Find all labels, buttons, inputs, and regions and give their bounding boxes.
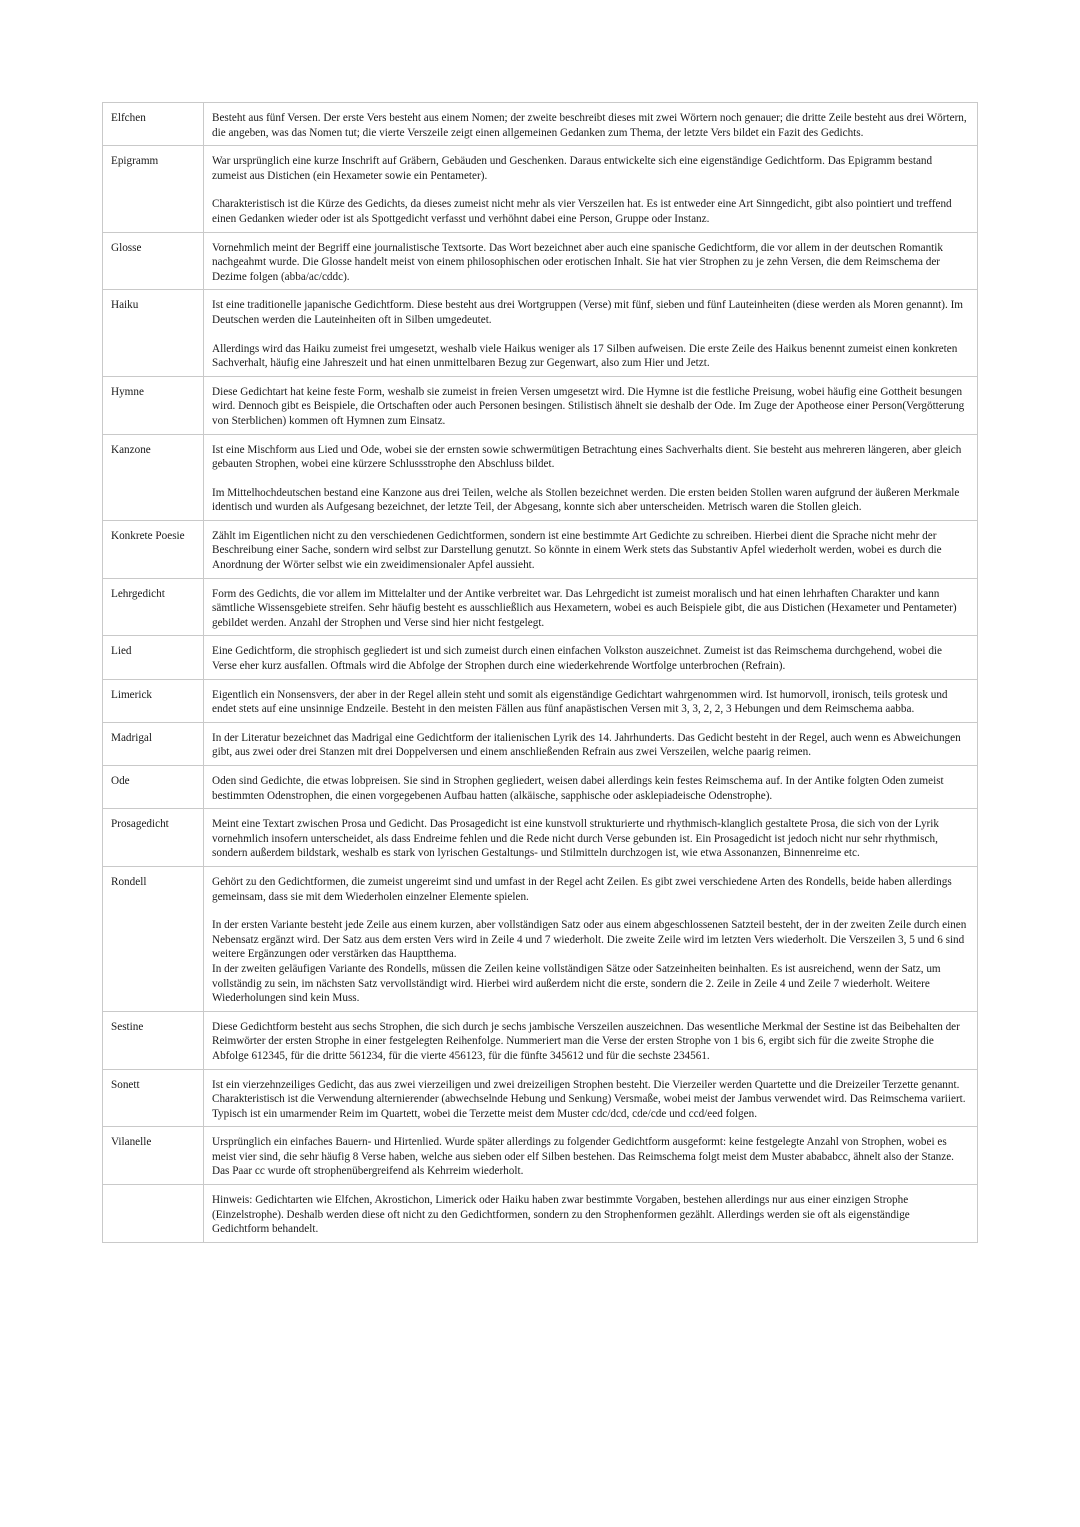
term-cell: Sestine [103, 1011, 204, 1069]
definition-paragraph: Ist eine Mischform aus Lied und Ode, wobei sie der ernsten sowie schwermütigen Betrachtung eines Sachverhalts dient. Sie besteht aus mehreren längeren, aber gleich gebauten Strophen, wobei eine kürzere Schlussstrophe den Abschluss bildet. [212, 443, 962, 471]
definition-cell [204, 232, 978, 290]
definition-paragraph: Eigentlich ein Nonsensvers, der aber in der Regel allein steht und somit als eigenständige Gedichtart wahrgenommen wird. Ist humorvoll, ironisch, teils grotesk und endet stets auf eine unsinnige Endzeile. Besteht in den meisten Fällen aus fünf anapästischen Versen mit 3, 3, 2, 2, 3 Hebungen und dem Reimschema aabba. [212, 688, 948, 716]
term-cell: Lied [103, 636, 204, 679]
definition-cell [204, 809, 978, 867]
table-row [103, 290, 978, 376]
term-cell: Limerick [103, 679, 204, 722]
definition-paragraph: Vornehmlich meint der Begriff eine journalistische Textsorte. Das Wort bezeichnet aber auch eine spanische Gedichtform, die vor allem in der deutschen Romantik nachgeahmt wurde. Die Glosse handelt meist von einem philosophischen oder erotischen Inhalt. Sie hat vier Strophen zu je zehn Versen, die dem Reimschema der Dezime folgen (abba/ac/cddc). [212, 241, 943, 283]
definition-paragraph: Besteht aus fünf Versen. Der erste Vers besteht aus einem Nomen; der zweite beschreibt dieses mit zwei Wörtern noch genauer; die dritte Zeile besteht aus drei Wörtern, die angeben, was das Nomen tut; die vierte Verszeile zeigt einen allgemeinen Gedanken zum Thema, der letzte Vers bildet ein Fazit des Gedichts. [212, 112, 967, 139]
definition-cell [204, 578, 978, 636]
table-row [103, 376, 978, 434]
term-cell: Lehrgedicht [103, 578, 204, 636]
term-cell: Kanzone [103, 434, 204, 520]
term-cell: Rondell [103, 866, 204, 1011]
table-row [103, 1185, 978, 1243]
table-row [103, 232, 978, 290]
definition-paragraph: Gehört zu den Gedichtformen, die zumeist ungereimt sind und umfast in der Regel acht Zeilen. Es gibt zwei verschiedene Arten des Rondells, beide haben allerdings gemeinsam, dass sie mit dem Wiederholen einzelner Elemente spielen. [212, 875, 952, 903]
definition-paragraph: Diese Gedichtart hat keine feste Form, weshalb sie zumeist in freien Versen umgesetzt wird. Die Hymne ist die festliche Preisung, wobei häufig eine Gottheit besungen wird. Dennoch gibt es Beispiele, die Ortschaften oder auch Personen besingen. Stilistisch ähnelt sie deshalb der Ode. Im Zuge der Apotheose einer Person(Vergötterung von Sterblichen) kommen oft Hymnen zum Einsatz. [212, 385, 965, 427]
glossary-page [102, 102, 978, 1243]
table-row [103, 809, 978, 867]
definition-paragraph: In der Literatur bezeichnet das Madrigal eine Gedichtform der italienischen Lyrik des 14. Jahrhunderts. Das Gedicht besteht in der Regel, auch wenn es Abweichungen gibt, aus zwei oder drei Stanzen mit drei Doppelversen und einem anschließenden Refrain aus zwei Verszeilen, welche paarig reimen. [212, 731, 961, 759]
table-row [103, 434, 978, 520]
term-cell: Prosagedicht [103, 809, 204, 867]
term-cell: Glosse [103, 232, 204, 290]
definition-paragraph: Im Mittelhochdeutschen bestand eine Kanzone aus drei Teilen, welche als Stollen bezeichnet werden. Die ersten beiden Stollen waren aufgrund der äußeren Merkmale identisch und wurden als Aufgesang bezeichnet, der letzte Teil, der Abgesang, konnte sich aber unterscheiden. Metrisch waren die Stollen gleich. [212, 486, 960, 514]
definition-paragraph: Eine Gedichtform, die strophisch gegliedert ist und sich zumeist durch einen einfachen Volkston auszeichnet. Zumeist ist das Reimschema durchgehend, wobei die Verse eher kurz ausfallen. Oftmals wird die Abfolge der Strophen durch eine wiederkehrende Wortfolge unterbrochen (Refrain). [212, 645, 942, 673]
term-cell: Hymne [103, 376, 204, 434]
definition-cell [204, 1127, 978, 1185]
definition-cell [204, 679, 978, 722]
definition-paragraph: War ursprünglich eine kurze Inschrift auf Gräbern, Gebäuden und Geschenken. Daraus entwickelte sich eine eigenständige Gedichtform. Das Epigramm bestand zumeist aus Distichen (ein Hexameter sowie ein Pentameter). [212, 155, 933, 182]
definition-cell [204, 866, 978, 1011]
definition-paragraph: Zählt im Eigentlichen nicht zu den verschiedenen Gedichtformen, sondern ist eine bestimmte Art Gedichte zu schreiben. Hierbei dient die Sprache nicht mehr der Beschreibung einer Sache, sondern wird selbst zur Darstellung genutzt. So könnte in einem Werk stets das Substantiv Apfel wiederholt werden, wobei es durch die Anordnung der Wörter selbst wie ein zweidimensionaler Apfel aussieht. [212, 529, 942, 572]
term-cell: Vilanelle [103, 1127, 204, 1185]
definition-cell [204, 766, 978, 809]
definition-paragraph: Ist eine traditionelle japanische Gedichtform. Diese besteht aus drei Wortgruppen (Verse) mit fünf, sieben und fünf Lauteinheiten (diese werden als Moren genannt). Im Deutschen werden die Lauteinheiten oft in Silben umgedeutet. [212, 299, 964, 326]
table-row [103, 1069, 978, 1127]
definition-paragraph: Allerdings wird das Haiku zumeist frei umgesetzt, weshalb viele Haikus weniger als 17 Silben aufweisen. Die erste Zeile des Haikus benennt zumeist einen konkreten Sachverhalt, häufig eine Jahreszeit und hat einen unmittelbaren Bezug zur Gegenwart, also zum Hier und Jetzt. [212, 342, 958, 370]
definition-paragraph: Meint eine Textart zwischen Prosa und Gedicht. Das Prosagedicht ist eine kunstvoll strukturierte und rhythmisch-klanglich gestaltete Prosa, die sich von der Lyrik vornehmlich insofern unterscheidet, als dass Endreime fehlen und die Rede nicht durch Verse gebunden ist. Ein Prosagedicht ist jedoch nicht nur sehr rhythmisch, sondern außerdem bildstark, weshalb es stark von lyrischen Gestaltungs- und Stilmitteln durchzogen ist, wie etwa Assonanzen, Binnenreime etc. [212, 818, 939, 860]
definition-cell [204, 376, 978, 434]
table-row [103, 679, 978, 722]
term-cell: Epigramm [103, 146, 204, 232]
term-cell: Elfchen [103, 103, 204, 146]
table-row [103, 146, 978, 232]
term-cell: Konkrete Poesie [103, 520, 204, 578]
definition-cell [204, 434, 978, 520]
definition-cell [204, 290, 978, 376]
definition-cell [204, 146, 978, 232]
table-row [103, 866, 978, 1011]
table-row [103, 520, 978, 578]
definition-cell [204, 1069, 978, 1127]
definition-cell [204, 636, 978, 679]
table-row [103, 578, 978, 636]
definition-cell [204, 1011, 978, 1069]
term-cell: Haiku [103, 290, 204, 376]
definition-cell [204, 520, 978, 578]
table-row [103, 1127, 978, 1185]
definition-paragraph: Oden sind Gedichte, die etwas lobpreisen. Sie sind in Strophen gegliedert, weisen dabei allerdings kein festes Reimschema auf. In der Antike folgten Oden zumeist bestimmten Odenstrophen, die einen vorgegebenen Aufbau hatten (alkäische, sapphische oder asklepiadeische Odenstrophe). [212, 775, 944, 802]
note-cell [204, 1185, 978, 1243]
definition-paragraph: Form des Gedichts, die vor allem im Mittelalter und der Antike verbreitet war. Das Lehrgedicht ist zumeist moralisch und hat einen lehrhaften Charakter und kann sämtliche Wissensgebiete streifen. Sehr häufig besteht es ausschließlich aus Hexametern, wobei es auch Beispiele gibt, die aus Distichen (Hexameter und Pentameter) gebildet werden. Anzahl der Strophen und Verse sind hier nicht festgelegt. [212, 587, 957, 629]
definition-paragraph: Ist ein vierzehnzeiliges Gedicht, das aus zwei vierzeiligen und zwei dreizeiligen Strophen besteht. Die Vierzeiler werden Quartette und die Dreizeiler Terzette genannt. Charakteristisch ist die Verwendung alternierender (abwechselnde Hebung und Senkung) Versmaße, wobei meist der Jambus verwendet wird. Das Reimschema variiert. Typisch ist ein umarmender Reim im Quartett, wobei die Terzette meist dem Muster cdc/dcd, cde/cde und ccd/eed folgen. [212, 1078, 966, 1120]
note-paragraph: Hinweis: Gedichtarten wie Elfchen, Akrostichon, Limerick oder Haiku haben zwar bestimmte Vorgaben, bestehen allerdings nur aus einer einzigen Strophe (Einzelstrophe). Deshalb werden diese oft nicht zu den Gedichtformen, sondern zu den Strophenformen gezählt. Allerdings werden sie oft als eigenständige Gedichtform behandelt. [212, 1194, 910, 1236]
definition-paragraph: Diese Gedichtform besteht aus sechs Strophen, die sich durch je sechs jambische Verszeilen auszeichnen. Das wesentliche Merkmal der Sestine ist das Beibehalten der Reimwörter der ersten Strophe in einer festgelegten Reihenfolge. Nummeriert man die Verse der ersten Strophe von 1 bis 6, ergibt sich für die zweite Strophe die Abfolge 612345, für die dritte 561234, für die vierte 456123, für die fünfte 345612 und für die sechste 234561. [212, 1020, 960, 1062]
definition-cell [204, 722, 978, 765]
table-row [103, 103, 978, 146]
term-cell: Sonett [103, 1069, 204, 1127]
definition-paragraph: In der ersten Variante besteht jede Zeile aus einem kurzen, aber vollständigen Satz oder aus einem abgeschlossenen Satzteil besteht, der in der zweiten Zeile durch einen Nebensatz ergänzt wird. Der Satz aus dem ersten Vers wird in Zeile 4 und 7 wiederholt. Die zweite Zeile wird im letzten Vers wiederholt. Die Verszeilen 3, 5 und 6 sind weitere Ergänzungen oder verstärken das Hauptthema. [212, 919, 967, 961]
term-cell: Ode [103, 766, 204, 809]
definition-paragraph: Charakteristisch ist die Kürze des Gedichts, da dieses zumeist nicht mehr als vier Verszeilen hat. Es ist entweder eine Art Sinngedicht, gibt also pointiert und treffend einen Gedanken wieder oder ist als Spottgedicht verfasst und verhöhnt dabei eine Person, Gruppe oder Instanz. [212, 198, 952, 225]
poem-forms-table [102, 102, 978, 1243]
table-row [103, 766, 978, 809]
table-row [103, 1011, 978, 1069]
term-cell [103, 1185, 204, 1243]
table-row [103, 722, 978, 765]
table-row [103, 636, 978, 679]
definition-paragraph: Ursprünglich ein einfaches Bauern- und Hirtenlied. Wurde später allerdings zu folgender Gedichtform ausgeformt: keine festgelegte Anzahl von Strophen, wobei es meist vier sind, die sehr häufig 8 Verse haben, welche aus sieben oder elf Silben bestehen. Das Reimschema folgt meist dem Muster abababcc, ähnelt also der Stanze. Das Paar cc wurde oft strophenübergreifend als Kehrreim wiederholt. [212, 1136, 954, 1178]
term-cell: Madrigal [103, 722, 204, 765]
definition-cell [204, 103, 978, 146]
definition-paragraph: In der zweiten geläufigen Variante des Rondells, müssen die Zeilen keine vollständigen Sätze oder Satzeinheiten beinhalten. Es ist ausreichend, wenn der Satz, um vollständig zu sein, im nächsten Satz vervollständigt wird. Hierbei wird außerdem nicht die erste, sondern die 2. Zeile in Zeile 4 und Zeile 7 wiederholt. Weitere Wiederholungen sind kein Muss. [212, 962, 941, 1005]
